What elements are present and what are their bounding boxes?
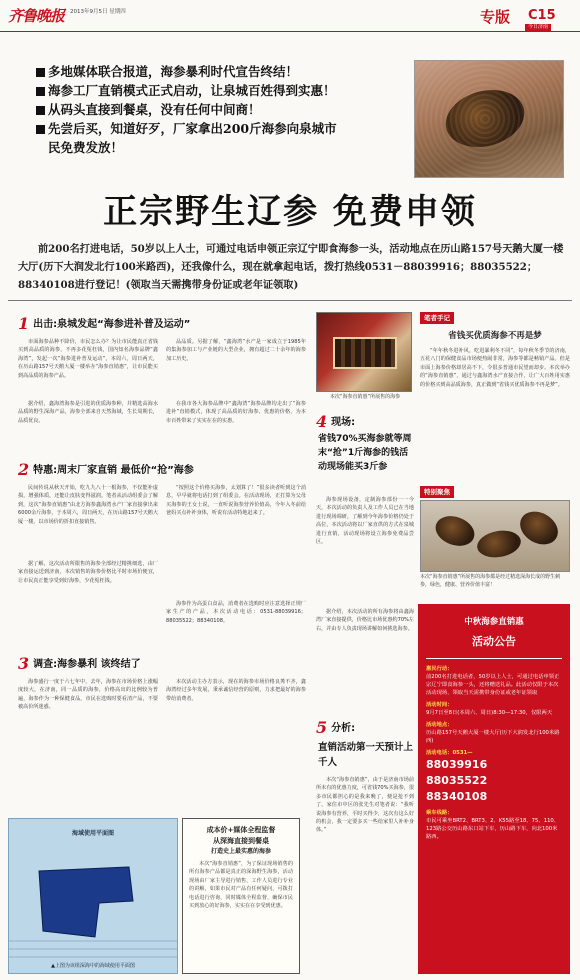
ad-title-2: 活动公告 (472, 635, 516, 649)
today-badge: 今日济南 (525, 24, 551, 31)
bullet-square-icon (36, 68, 45, 77)
newspaper-logo: 齐鲁晚报 (8, 7, 65, 25)
benefit-text: 前200名打进电话者，50岁以上人士，可通过电话申领正宗辽宁即食海参一头，还将赠送礼品。此活动仅限于本次活动现场，领取当天需携带身份证或老年证领取 (426, 674, 560, 697)
focus-tab: 特别聚焦 (420, 486, 454, 498)
headline-item: 多地媒体联合报道，海参暴利时代宣告终结！ (36, 62, 416, 81)
bullet-square-icon (36, 106, 45, 115)
section-2-text-right-2: 海参作为高蛋白食品，消费者在选购时应注意选择正规厂家生产的产品，本次活动电话：0531-88039916；88035522；88340108。 (166, 601, 306, 624)
section-2-text-right: “按照这个价格买海参，太划算了！”很多读者听到这个消息，早早就将电话打到了组委会。在活动现场，正打算为父母买海参的王女士说，一直听说海参营养价值高，今年入冬前给爸妈买点补补身体，听说有活动特地赶来了。 (166, 485, 306, 517)
headline-item: 民免费发放！ (48, 140, 124, 155)
headline-item: 海参工厂直销模式正式启动，让泉城百姓得到实惠！ (36, 81, 416, 100)
bullet-square-icon (36, 125, 45, 134)
phone-number: 88340108 (426, 790, 488, 804)
photo-2-caption: 本次“海参直销惠”所展售的海参都是经过精选深海长成的野生刺参，绿色，健康、营养价值丰富！ (420, 574, 561, 588)
box-title-3: 打造史上最实惠的海参 (210, 847, 271, 855)
event-announcement-box (418, 604, 570, 974)
supervision-box (182, 818, 300, 974)
place-text: 历山路157号天鹅大厦一楼大厅(历下大润发北行100米路西) (426, 730, 560, 745)
section-3-heading: 3 调查:海参暴利 该终结了 (18, 654, 141, 673)
notes-column (420, 312, 570, 467)
time-label: 活动时间： (426, 702, 453, 709)
map-graphic (9, 841, 177, 961)
box-title-2: 从深海直接到餐桌 (213, 836, 269, 845)
headline-item: 先尝后买，知道好歹，厂家拿出200斤海参向泉城市 (36, 119, 416, 138)
section-5-text: 本次“海参直销惠”，由于是济南市场前所未有的优惠力度，可省钱70%买海参，很多市民都担心的是我来晚了，便是抢不到了。家住市中区的张先生对笔者说：“我听说海参有营养，平时买得少，这次有这么好的机会，我一定要多买一些给家里人补补身体。” (316, 777, 414, 834)
bus-text: 市民可乘坐BRT2、BRT3、2、K55路至18、75、110、123路公交历山路东口站下车，历山路下车，向北100米路西。 (426, 818, 560, 841)
gift-box-photo (316, 312, 412, 392)
section-3-text: 海参盛行一度于六七年中，去年，海参在市场价格上涨幅度较大，在济南，同一品质的海参，价格高出的比例较为普遍，海参作为一种保健食品，市民在选购时要看清产品，不要被高价所迷惑。 (18, 679, 158, 711)
phone-label: 活动电话：0531— (426, 750, 473, 757)
sea-cucumber-hand-photo (414, 60, 564, 178)
notes-tab: 笔者手记 (420, 312, 454, 324)
section-2-heading: 2 特惠:周末厂家直销 最低价“抢”海参 (18, 460, 194, 479)
box-title-1: 成本价+媒体全程监督 (206, 826, 276, 834)
phone-number: 88039916 (426, 758, 488, 772)
map-title: 海域使用平面图 (71, 830, 114, 837)
bullet-square-icon (36, 87, 45, 96)
section-4-subheading: 省钱70%买海参就等周末“抢”1斤海参的钱活动现场能买3斤参 (318, 434, 412, 472)
section-5-subheading: 直销活动第一天预计上千人 (318, 742, 414, 768)
section-4-text-2: 据介绍，本次活动的所有海参将由鑫海湾厂家直接提供，价格比市场优惠约70%左右，并由专人负责现场讲解如何挑选海参。 (316, 609, 414, 632)
sea-cucumbers-photo (420, 500, 570, 572)
notes-title: 省钱买优质海参不再是梦 (448, 331, 542, 342)
section-5-heading: 5 分析: (316, 718, 356, 737)
notes-text: “年年秋冬进补风，吃进暴利冬不同”，每年秋冬季节的济南，五花八门的保健食品市场便热闹非常，海参等都是畅销产品。但是市面上海参价格却居高不下，令很多普通市民望而却步。本次举办的“海参直销惠”，通过与鑫海湾水产直接合作，让广大百姓用实惠的价格买到高品质海参，真正做到“省钱买优质海参不再是梦”。 (420, 348, 570, 388)
main-title: 正宗野生辽参 免费申领 (103, 192, 477, 232)
section-4-heading: 4 现场: (316, 412, 356, 431)
section-1-text-right-2: 在我市各大海参品牌中“鑫海湾”海参品牌均走出了“海参进补”直销模式，体现了高品质的好海参、优惠的价格，为本市百姓带来了实实在在的实惠。 (166, 401, 306, 424)
photo-1-caption: 本次“海参直销惠”所展售的海参 (329, 394, 401, 400)
section-1-text-2: 据介绍，鑫海湾海参是引进的优质海参种，并精选高海水品质的野生深海产品，海参全部来自天然海域，生长周期长，品质优良。 (18, 401, 158, 424)
section-2-text: 民间传说从秋天开始，吃九九八十一根海参，不仅能补虚损，增强体质，还能让皮肤变得滋润。笔者从活动组委会了解到，这次“海参直销惠”由北方海参鑫海湾水产厂家直接拿出来6000余斤海参，于本周六，周日两天，在历山路157号天鹅大厦一楼，以市场价的折扣直接销售。 (18, 485, 158, 525)
benefit-label: 惠民行动： (426, 666, 453, 673)
lead-paragraph: 前200名打进电话，50岁以上人士，可通过电话申领正宗辽宁即食海参一头，活动地点在历山路157号天鹅大厦一楼大厅(历下大润发北行100米路西)，还我像什么，现在就拿起电话，拨打热线0531－88039916；88035522；88340108进行登记！(领取当天需携带身份证或老年证领取) (18, 243, 564, 291)
section-1-text: 市面海参品种不降价，市民怎么办？为让市民能真正省钱买到高品质的海参，不再多花冤枉钱，国内知名海参品牌“鑫海湾”，发起一次“海参进补普及运动”，本周六，周日两天，在历山路157号天鹅大厦一楼举办“海参直销惠”，让市民能买到高品质的海参产品。 (18, 339, 158, 379)
section-4-text: 海参现场设备，定制海参部份一一今天，本次活动的负责人及工作人员已在当地进行现场调研，了解到今年海参价格仍处于高位，本次活动将以厂家直供的方式在泉城进行直销，活动现场将设立海参免费品尝区。 (316, 497, 414, 546)
page-number: C15 (528, 8, 556, 23)
issue-date: 2013年9月5日 星期四 (70, 9, 126, 15)
section-label: 专版 (480, 8, 511, 26)
map-caption: ▲上图为该组深海中的海域使用平面图 (51, 963, 135, 969)
headline-item: 从码头直接到餐桌，没有任何中间商！ (36, 100, 416, 119)
sea-area-map (8, 818, 178, 974)
section-3-text-right: 本次活动主办方表示，现在的海参市场价格良莠不齐，鑫海湾经过多年发展，秉承诚信经营的原则，力求把最好的海参带给消费者。 (166, 679, 306, 702)
phone-number: 88035522 (426, 774, 488, 788)
section-1-heading: 1 出击:泉城发起“海参进补普及运动” (18, 314, 191, 333)
box-text: 本次“海参直销惠”，为了保证现场销售的所有海参产品都是真正的深海野生海参，活动现场由厂家主导进行销售，工作人员进行专业的讲解，如果市民对产品有任何疑问，可拨打电话进行咨询，同时媒体全程监督，确保市民买到放心的好海参，实实在在享受到优惠。 (189, 860, 293, 910)
ad-title-1: 中秋海参直销惠 (464, 617, 524, 627)
focus-block (420, 486, 570, 498)
headline-list (36, 62, 416, 157)
masthead (0, 0, 580, 32)
bus-label: 乘车线路： (426, 810, 453, 817)
time-text: 9月7日至8日(本周六、周日)8:30—17:30，仅限两天 (426, 710, 553, 717)
place-label: 活动地点： (426, 722, 453, 729)
section-2-text-2: 据了解，这次活动所限售的海参全部经过精挑细选，由厂家直接运送到济南，本次销售的海参价格比平时市场价便宜，让市民真正能享受到好海参，少花冤枉钱。 (18, 561, 158, 584)
section-1-text-right: 品品质。另据了解，“鑫海湾”水产是一家成立于1985年的集海参加工与产业链的大型企业，拥有超过二十余年的海参加工历史。 (166, 339, 306, 362)
divider (8, 300, 572, 301)
